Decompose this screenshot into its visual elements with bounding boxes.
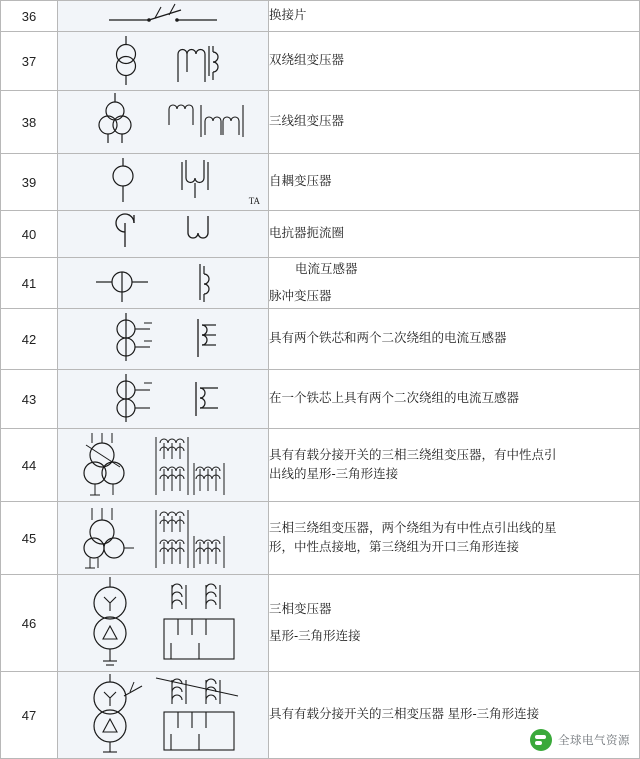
row-number: 44: [1, 429, 58, 502]
row-number: 41: [1, 258, 58, 309]
three-phase-oltc-transformer-star-delta-symbol: [58, 672, 268, 758]
description-spacer: [269, 279, 639, 287]
table-row: [1, 370, 640, 429]
table-row: [1, 211, 640, 258]
symbol-cell: [58, 211, 269, 258]
symbol-cell: [58, 429, 269, 502]
description-cell: [269, 502, 640, 575]
table-row: [1, 1, 640, 32]
description-line: 具有两个铁芯和两个二次绕组的电流互感器: [269, 331, 507, 346]
symbol-cell: [58, 1, 269, 32]
row-number: 38: [1, 91, 58, 154]
table-row: [1, 154, 640, 211]
symbol-cell: [58, 575, 269, 672]
description-line: 脉冲变压器: [269, 289, 332, 303]
symbol-cell: [58, 154, 269, 211]
table-row: [1, 502, 640, 575]
wechat-account-logo-icon: [530, 729, 552, 751]
symbol-cell: [58, 32, 269, 91]
three-winding-transformer-symbol: [58, 91, 268, 153]
description-cell: [269, 32, 640, 91]
table-row: [1, 91, 640, 154]
description-line: 星形-三角形连接: [269, 629, 361, 643]
row-number: 42: [1, 309, 58, 370]
description-cell: [269, 575, 640, 672]
row-number: 40: [1, 211, 58, 258]
description-line: 具有有载分接开关的三相变压器 星形-三角形连接: [269, 707, 540, 722]
table-row: [1, 429, 640, 502]
symbol-cell: [58, 91, 269, 154]
table-row: [1, 32, 640, 91]
current-transformer-pulse-transformer-symbol: [58, 258, 268, 308]
table-row: [1, 309, 640, 370]
description-line: 具有有载分接开关的三相三绕组变压器，有中性点引: [269, 447, 557, 462]
three-phase-three-winding-transformer-open-delta-symbol: [58, 502, 268, 574]
symbol-cell: [58, 258, 269, 309]
description-line: 三相变压器: [269, 601, 332, 616]
table-row: [1, 575, 640, 672]
description-spacer: [269, 619, 639, 627]
description-line: 在一个铁芯上具有两个二次绕组的电流互感器: [269, 391, 520, 406]
description-cell: [269, 1, 640, 32]
row-number: 43: [1, 370, 58, 429]
two-winding-transformer-symbol: [58, 32, 268, 90]
symbol-cell: [58, 309, 269, 370]
brand-name: 全球电气资源: [558, 735, 630, 747]
description-line: 三相三绕组变压器，两个绕组为有中性点引出线的星: [269, 520, 557, 535]
symbol-cell: [58, 370, 269, 429]
symbol-cell: [58, 672, 269, 759]
description-cell: [269, 91, 640, 154]
description-line: 形，中性点接地，第三绕组为开口三角形连接: [269, 540, 520, 554]
ct-one-core-two-secondary-windings-symbol: [58, 370, 268, 428]
three-phase-transformer-star-delta-symbol: [58, 575, 268, 671]
description-line: 电流互感器: [295, 261, 358, 276]
description-cell: [269, 258, 640, 309]
description-cell: [269, 429, 640, 502]
description-line: 自耦变压器: [269, 174, 332, 189]
three-phase-three-winding-oltc-transformer-symbol: [58, 429, 268, 501]
row-number: 36: [1, 1, 58, 32]
description-cell: [269, 370, 640, 429]
table-row: [1, 258, 640, 309]
ct-two-cores-two-secondary-windings-symbol: [58, 309, 268, 369]
description-line: 出线的星形-三角形连接: [269, 467, 399, 481]
row-number: 47: [1, 672, 58, 759]
symbol-cell: [58, 502, 269, 575]
row-number: 39: [1, 154, 58, 211]
description-cell: [269, 154, 640, 211]
description-line: 双绕组变压器: [269, 53, 345, 68]
ta-label: TA: [248, 196, 260, 206]
row-number: 45: [1, 502, 58, 575]
autotransformer-symbol: [58, 154, 268, 210]
footer-watermark: [526, 727, 634, 753]
description-cell: [269, 309, 640, 370]
link-strip-symbol: [58, 1, 268, 31]
row-number: 37: [1, 32, 58, 91]
description-line: 三线组变压器: [269, 114, 345, 129]
row-number: 46: [1, 575, 58, 672]
description-line: 换接片: [269, 8, 307, 23]
reactor-symbol: [58, 211, 268, 257]
description-cell: [269, 211, 640, 258]
description-line: 电抗器扼流圈: [269, 226, 345, 241]
